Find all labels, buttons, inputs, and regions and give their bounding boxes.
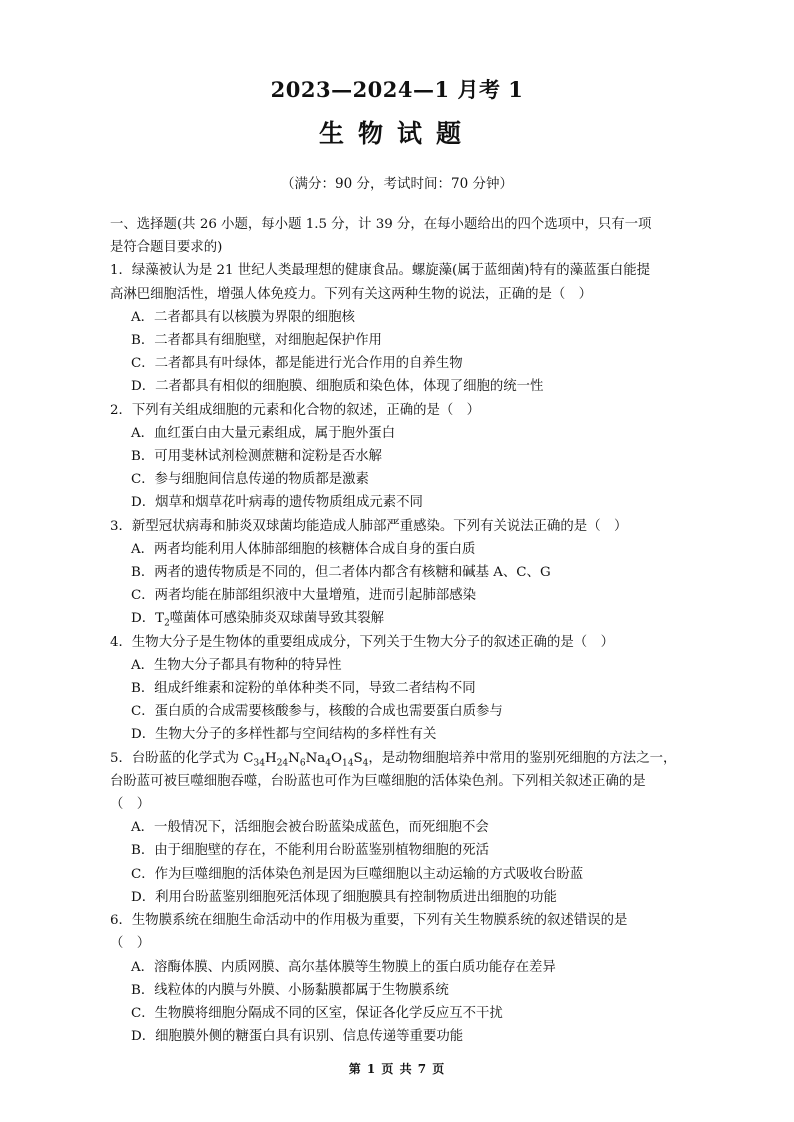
section-heading-cont: 是符合题目要求的): [110, 240, 223, 256]
question-5-stem-cont: 台盼蓝可被巨噬细胞吞噬，台盼蓝也可作为巨噬细胞的活体染色剂。下列相关叙述正确的是: [110, 773, 646, 789]
question-4-stem: 4．生物大分子是生物体的重要组成成分，下列关于生物大分子的叙述正确的是（ ）: [110, 634, 614, 650]
question-2-option-d: D．烟草和烟草花叶病毒的遗传物质组成元素不同: [131, 495, 423, 511]
question-6-option-a: A．溶酶体膜、内质网膜、高尔基体膜等生物膜上的蛋白质功能存在差异: [131, 959, 556, 975]
question-5-option-c: C．作为巨噬细胞的活体染色剂是因为巨噬细胞以主动运输的方式吸收台盼蓝: [131, 866, 584, 882]
question-4-option-d: D．生物大分子的多样性都与空间结构的多样性有关: [131, 727, 437, 743]
subscript: 2: [164, 619, 170, 630]
question-3-stem: 3．新型冠状病毒和肺炎双球菌均能造成人肺部严重感染。下列有关说法正确的是（ ）: [110, 518, 628, 534]
question-3-option-a: A．两者均能利用人体肺部细胞的核糖体合成自身的蛋白质: [131, 541, 476, 557]
question-1-option-a: A．二者都具有以核膜为界限的细胞核: [131, 309, 355, 325]
question-5-option-a: A．一般情况下，活细胞会被台盼蓝染成蓝色，而死细胞不会: [131, 820, 489, 836]
exam-meta: （满分：90 分，考试时间：70 分钟）: [281, 176, 513, 192]
exam-title: 2023—2024—1 月考 1: [270, 77, 524, 102]
question-6-option-b: B．线粒体的内膜与外膜、小肠黏膜都属于生物膜系统: [131, 982, 449, 998]
question-5-option-d: D．利用台盼蓝鉴别细胞死活体现了细胞膜具有控制物质进出细胞的功能: [131, 889, 557, 905]
question-5-stem: [110, 747, 692, 770]
stem-text: 5．台盼蓝的化学式为 C: [110, 750, 254, 766]
element-symbol: H: [265, 750, 277, 766]
subscript: 6: [299, 758, 306, 769]
element-symbol: Na: [305, 750, 326, 766]
question-4-option-b: B．组成纤维素和淀粉的单体种类不同，导致二者结构不同: [131, 681, 476, 697]
question-2-option-a: A．血红蛋白由大量元素组成，属于胞外蛋白: [131, 425, 396, 441]
question-4-option-a: A．生物大分子都具有物种的特异性: [131, 657, 342, 673]
subscript: 4: [362, 758, 369, 769]
question-2-stem: 2．下列有关组成细胞的元素和化合物的叙述，正确的是（ ）: [110, 402, 481, 418]
question-1-stem: 1．绿藻被认为是 21 世纪人类最理想的健康食品。螺旋藻(属于蓝细菌)特有的藻蓝蛋白能提: [110, 263, 650, 279]
question-1-stem-cont: 高淋巴细胞活性，增强人体免疫力。下列有关这两种生物的说法，正确的是（ ）: [110, 286, 593, 302]
question-list: [110, 213, 692, 1048]
exam-subject: 生物试题: [318, 119, 475, 148]
subscript: 34: [253, 758, 265, 769]
subscript: 24: [276, 758, 289, 769]
section-heading: 一、选择题(共 26 小题，每小题 1.5 分，计 39 分，在每小题给出的四个选项中，只有一项: [110, 217, 652, 232]
option-d-prefix: D．T: [131, 611, 165, 627]
element-symbol: O: [331, 750, 343, 766]
question-1-option-d: D．二者都具有相似的细胞膜、细胞质和染色体，体现了细胞的统一性: [131, 379, 544, 395]
question-6-option-d: D．细胞膜外侧的糖蛋白具有识别、信息传递等重要功能: [131, 1029, 464, 1045]
subscript: 4: [325, 758, 332, 769]
question-3-option-c: C．两者均能在肺部组织液中大量增殖，进而引起肺部感染: [131, 588, 477, 604]
question-1-option-b: B．二者都具有细胞壁，对细胞起保护作用: [131, 333, 382, 349]
subscript: 14: [342, 758, 354, 769]
element-symbol: S: [353, 750, 363, 766]
question-3-option-d: [110, 607, 692, 630]
element-symbol: N: [288, 750, 300, 766]
page-number: 第 1 页 共 7 页: [348, 1062, 446, 1076]
question-5-answer-bracket: （ ）: [110, 797, 151, 813]
option-d-text: 噬菌体可感染肺炎双球菌导致其裂解: [169, 611, 385, 627]
stem-text: ，是动物细胞培养中常用的鉴别死细胞的方法之一，: [368, 750, 677, 766]
question-2-option-c: C．参与细胞间信息传递的物质都是激素: [131, 472, 369, 488]
question-4-option-c: C．蛋白质的合成需要核酸参与，核酸的合成也需要蛋白质参与: [131, 704, 503, 720]
question-3-option-b: B．两者的遗传物质是不同的，但二者体内都含有核糖和碱基 A、C、G: [131, 565, 551, 581]
question-5-option-b: B．由于细胞壁的存在，不能利用台盼蓝鉴别植物细胞的死活: [131, 843, 489, 859]
question-6-answer-bracket: （ ）: [110, 936, 151, 952]
question-1-option-c: C．二者都具有叶绿体，都是能进行光合作用的自养生物: [131, 356, 463, 372]
question-6-option-c: C．生物膜将细胞分隔成不同的区室，保证各化学反应互不干扰: [131, 1005, 503, 1021]
question-2-option-b: B．可用斐林试剂检测蔗糖和淀粉是否水解: [131, 449, 382, 465]
question-6-stem: 6．生物膜系统在细胞生命活动中的作用极为重要，下列有关生物膜系统的叙述错误的是: [110, 913, 628, 929]
